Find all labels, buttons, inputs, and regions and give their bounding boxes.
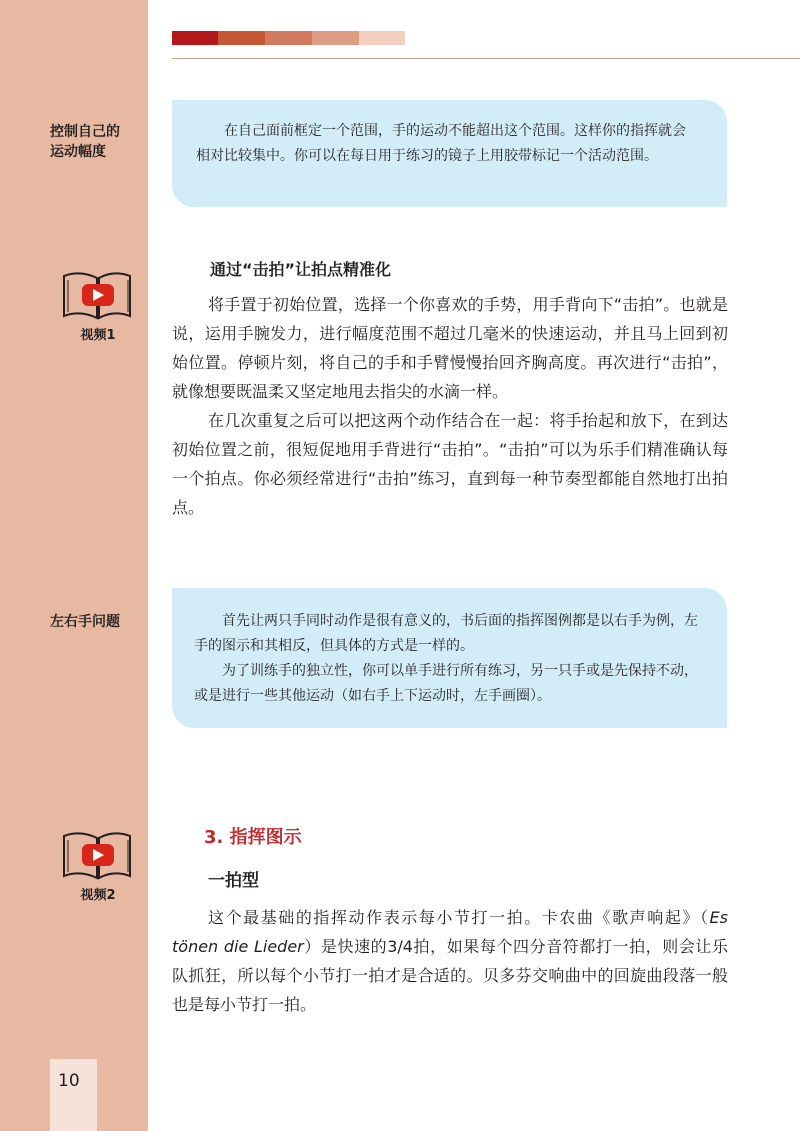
video-2-label: 视频2	[80, 888, 116, 903]
video-1-label: 视频1	[80, 328, 116, 343]
header-bar-2	[218, 31, 265, 45]
header-bar-5	[359, 31, 405, 45]
tap-paragraph-2: 在几次重复之后可以把这两个动作结合在一起：将手抬起和放下，在到达初始位置之前，很短促地用手背进行“击拍”。“击拍”可以为乐手们精准确认每一个拍点。你必须经常进行“击拍”练习，直到每一种节奏型都能自然地打出拍点。	[172, 411, 728, 517]
section-3-title: 3. 指挥图示	[204, 827, 302, 848]
one-beat-body	[172, 903, 728, 1019]
note-range-text: 在自己面前框定一个范围，手的运动不能超出这个范围。这样你的指挥就会相对比较集中。你可以在每日用于练习的镜子上用胶带标记一个活动范围。	[196, 123, 686, 164]
tap-body	[172, 290, 728, 522]
sidebar-label-range-line2: 运动幅度	[50, 144, 106, 160]
page-number-box	[50, 1059, 97, 1131]
note-hands-paragraph-1: 首先让两只手同时动作是很有意义的，书后面的指挥图例都是以右手为例，左手的图示和其相反，但具体的方式是一样的。	[194, 613, 698, 654]
one-beat-paragraph	[172, 903, 728, 1019]
sidebar-label-range-line1: 控制自己的	[50, 124, 120, 140]
tap-heading: 通过“击拍”让拍点精准化	[210, 260, 392, 279]
header-rule	[172, 58, 800, 59]
tap-paragraph-1: 将手置于初始位置，选择一个你喜欢的手势，用手背向下“击拍”。也就是说，运用手腕发力，进行幅度范围不超过几毫米的快速运动，并且马上回到初始位置。停顿片刻，将自己的手和手臂慢慢抬回齐胸高度。再次进行“击拍”，就像想要既温柔又坚定地甩去指尖的水滴一样。	[172, 295, 728, 401]
song-title-italic: Es tönen die Lieder	[172, 908, 728, 956]
sidebar	[0, 0, 148, 1131]
video-link-2[interactable]	[62, 830, 134, 903]
header-bar-3	[265, 31, 312, 45]
note-box-range	[172, 100, 727, 207]
note-hands-paragraph-2: 为了训练手的独立性，你可以单手进行所有练习，另一只手或是先保持不动，或是进行一些其他运动（如右手上下运动时，左手画圈）。	[194, 663, 698, 704]
page-number: 10	[58, 1071, 80, 1091]
note-box-hands	[172, 588, 727, 728]
video-book-icon	[62, 830, 134, 882]
header-bar-4	[312, 31, 359, 45]
sidebar-label-hands: 左右手问题	[50, 614, 120, 630]
header-bar-1	[172, 31, 218, 45]
sidebar-label-range	[50, 122, 120, 162]
video-link-1[interactable]	[62, 270, 134, 343]
one-beat-text-start: 这个最基础的指挥动作表示每小节打一拍。卡农曲《歌声响起》（	[208, 908, 710, 927]
one-beat-subhead: 一拍型	[208, 871, 259, 891]
one-beat-text-end: ）是快速的3/4拍，如果每个四分音符都打一拍，则会让乐队抓狂，所以每个小节打一拍才是合适的。贝多芬交响曲中的回旋曲段落一般也是每小节打一拍。	[172, 937, 728, 1014]
video-book-icon	[62, 270, 134, 322]
